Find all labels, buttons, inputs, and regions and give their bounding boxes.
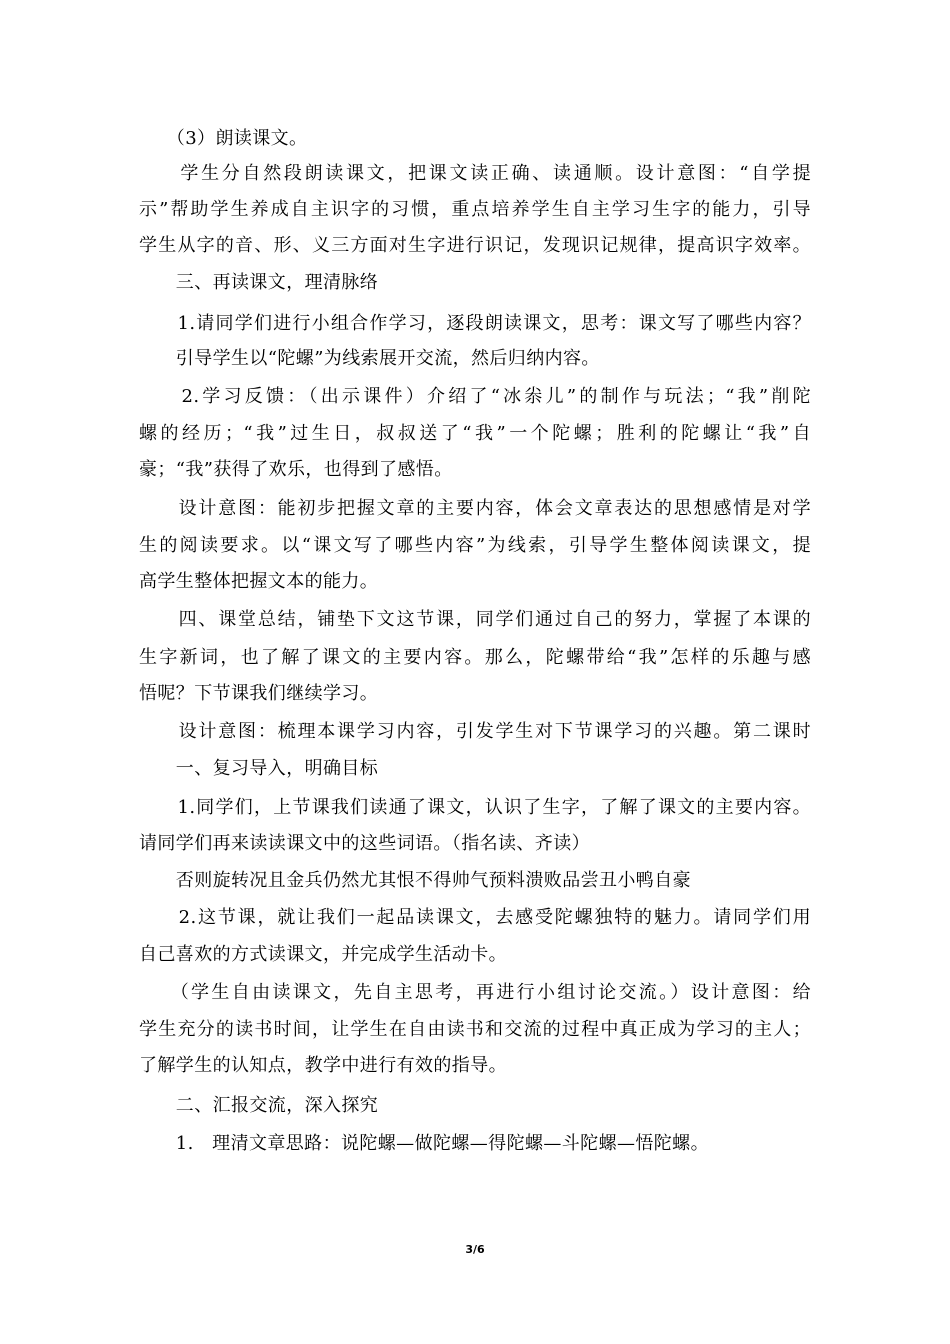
text-line: 2.学习反馈：（出示课件）介绍了“冰尜儿”的制作与玩法；“我”削陀 — [139, 386, 811, 407]
text-line: 2.这节课，就让我们一起品读课文，去感受陀螺独特的魅力。请同学们用 — [139, 907, 811, 928]
text-line: 请同学们再来读读课文中的这些词语。（指名读、齐读） — [139, 833, 590, 854]
paragraph-heading: （3）朗读课文。 — [139, 128, 308, 149]
text-line: 四、课堂总结，铺垫下文这节课，同学们通过自己的努力，掌握了本课的 — [139, 609, 811, 630]
section-heading: 一、复习导入，明确目标 — [139, 758, 379, 779]
page-number: 3/6 — [465, 1243, 485, 1256]
vocabulary-line: 否则旋转况且金兵仍然尤其恨不得帅气预料溃败品尝丑小鸭自豪 — [139, 870, 691, 891]
text-line: 豪；“我”获得了欢乐，也得到了感悟。 — [139, 459, 453, 480]
text-line: 学生从字的音、形、义三方面对生字进行识记，发现识记规律，提高识字效率。 — [139, 235, 811, 256]
text-line: 螺的经历；“我”过生日，叔叔送了“我”一个陀螺；胜利的陀螺让“我”自 — [139, 423, 811, 444]
text-line: 了解学生的认知点，教学中进行有效的指导。 — [139, 1055, 507, 1076]
text-line: 生字新词，也了解了课文的主要内容。那么，陀螺带给“我”怎样的乐趣与感 — [139, 647, 811, 668]
text-line: 1. 理清文章思路：说陀螺—做陀螺—得陀螺—斗陀螺—悟陀螺。 — [139, 1133, 709, 1154]
text-line: 设计意图：能初步把握文章的主要内容，体会文章表达的思想感情是对学 — [139, 498, 811, 519]
text-line: 自己喜欢的方式读课文，并完成学生活动卡。 — [139, 944, 507, 965]
text-line: 设计意图：梳理本课学习内容，引发学生对下节课学习的兴趣。第二课时 — [139, 721, 811, 742]
text-line: 高学生整体把握文本的能力。 — [139, 571, 379, 592]
text-line: 学生分自然段朗读课文，把课文读正确、读通顺。设计意图：“自学提 — [139, 163, 811, 184]
text-line: 悟呢？下节课我们继续学习。 — [139, 683, 379, 704]
section-heading: 二、汇报交流，深入探究 — [139, 1095, 379, 1116]
text-line: 生的阅读要求。以“课文写了哪些内容”为线索，引导学生整体阅读课文，提 — [139, 535, 811, 556]
text-line: 引导学生以“陀螺”为线索展开交流，然后归纳内容。 — [139, 348, 600, 369]
text-line: 1.请同学们进行小组合作学习，逐段朗读课文，思考：课文写了哪些内容？ — [139, 313, 811, 334]
section-heading: 三、再读课文，理清脉络 — [139, 272, 379, 293]
text-line: 1.同学们，上节课我们读通了课文，认识了生字，了解了课文的主要内容。 — [139, 797, 811, 818]
text-line: 学生充分的读书时间，让学生在自由读书和交流的过程中真正成为学习的主人； — [139, 1019, 811, 1040]
text-line: （学生自由读课文，先自主思考，再进行小组讨论交流。）设计意图：给 — [139, 982, 811, 1003]
text-line: 示”帮助学生养成自主识字的习惯，重点培养学生自主学习生字的能力，引导 — [139, 199, 811, 220]
